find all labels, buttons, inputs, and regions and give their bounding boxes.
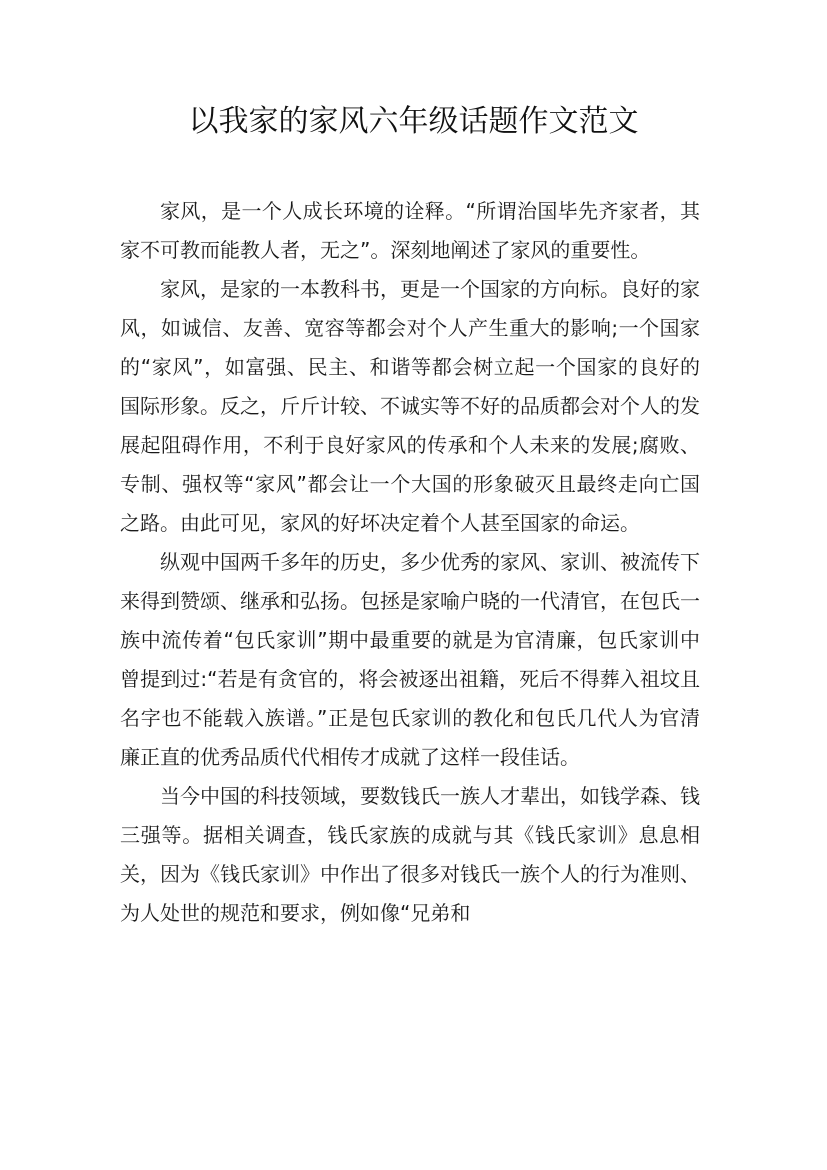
paragraph-3: 纵观中国两千多年的历史，多少优秀的家风、家训、被流传下来得到赞颂、继承和弘扬。包拯是家喻户晓的一代清官，在包氏一族中流传着“包氏家训”期中最重要的就是为官清廉，包氏家训中曾提到过:“若是有贪官的，将会被逐出祖籍，死后不得葬入祖坟且名字也不能载入族谱。”正是包氏家训的教化和包氏几代人为官清廉正直的优秀品质代代相传才成就了这样一段佳话。 — [120, 550, 700, 769]
paragraph-1: 家风，是一个人成长环境的诠释。“所谓治国毕先齐家者，其家不可教而能教人者，无之”。深刻地阐述了家风的重要性。 — [120, 199, 700, 262]
document-body — [120, 192, 700, 933]
paragraph-2: 家风，是家的一本教科书，更是一个国家的方向标。良好的家风，如诚信、友善、宽容等都会对个人产生重大的影响;一个国家的“家风”，如富强、民主、和谐等都会树立起一个国家的良好的国际形象。反之，斤斤计较、不诚实等不好的品质都会对个人的发展起阻碍作用，不利于良好家风的传承和个人未来的发展;腐败、专制、强权等“家风”都会让一个大国的形象破灭且最终走向亡国之路。由此可见，家风的好坏决定着个人甚至国家的命运。 — [120, 277, 700, 535]
document-title: 以我家的家风六年级话题作文范文 — [188, 104, 639, 139]
paragraph-4: 当今中国的科技领域，要数钱氏一族人才辈出，如钱学森、钱三强等。据相关调查，钱氏家族的成就与其《钱氏家训》息息相关，因为《钱氏家训》中作出了很多对钱氏一族个人的行为准则、为人处世的规范和要求，例如像“兄弟和 — [120, 784, 700, 925]
